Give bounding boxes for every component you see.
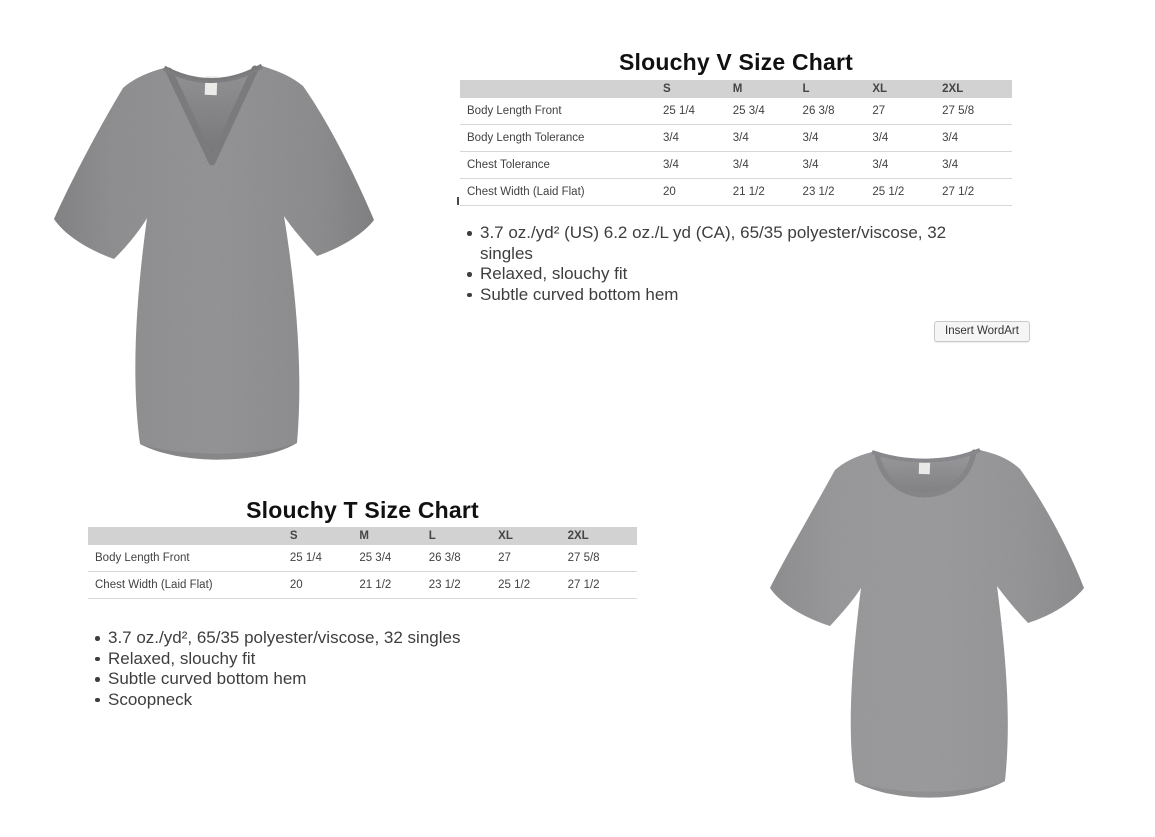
- bullet-item: Relaxed, slouchy fit: [462, 264, 986, 285]
- table-row: [460, 98, 1012, 125]
- row-label-cell: Chest Tolerance: [460, 152, 663, 179]
- table-header-cell: XL: [498, 527, 567, 545]
- table-header-cell: 2XL: [942, 80, 1012, 98]
- slouchy-scoop-tee-photo: [756, 424, 1094, 806]
- bullet-item: Subtle curved bottom hem: [90, 669, 570, 690]
- table-cell: 25 3/4: [733, 98, 803, 125]
- table-cell: 3/4: [663, 152, 733, 179]
- slouchy-v-tee-photo: [34, 46, 390, 470]
- bullet-item: Relaxed, slouchy fit: [90, 649, 570, 670]
- row-label-cell: Body Length Front: [88, 545, 290, 572]
- table-cell: 21 1/2: [733, 179, 803, 206]
- scoop-neck-tee-image: [756, 424, 1094, 806]
- table-header-row: [460, 80, 1012, 98]
- row-label-cell: Body Length Tolerance: [460, 125, 663, 152]
- table-cell: 25 1/4: [290, 545, 359, 572]
- table-head: [460, 80, 1012, 98]
- table-cell: 25 1/2: [498, 572, 567, 599]
- scoop-tee-heather-texture: [756, 424, 1094, 806]
- table-row: [460, 179, 1012, 206]
- v-tee-heather-texture: [34, 46, 390, 470]
- table-cell: 27 1/2: [942, 179, 1012, 206]
- table-cell: 3/4: [663, 125, 733, 152]
- bullet-item: Scoopneck: [90, 690, 570, 711]
- bullet-item: 3.7 oz./yd² (US) 6.2 oz./L yd (CA), 65/35 polyester/viscose, 32 singles: [462, 223, 986, 264]
- row-label-cell: Chest Width (Laid Flat): [460, 179, 663, 206]
- table-row: [460, 125, 1012, 152]
- table-header-cell: L: [429, 527, 498, 545]
- slouchy-v-chart-title: Slouchy V Size Chart: [618, 49, 854, 75]
- table-header-cell: S: [663, 80, 733, 98]
- table-corner-cell: [88, 527, 290, 545]
- table-cell: 23 1/2: [429, 572, 498, 599]
- table-cell: 27 5/8: [942, 98, 1012, 125]
- table-body: [460, 98, 1012, 206]
- table-cell: 27: [498, 545, 567, 572]
- table-cell: 3/4: [872, 125, 942, 152]
- table-cell: 3/4: [803, 125, 873, 152]
- table-cell: 25 1/4: [663, 98, 733, 125]
- table-header-cell: 2XL: [568, 527, 637, 545]
- table-cell: 20: [663, 179, 733, 206]
- table-header-cell: M: [733, 80, 803, 98]
- slouchy-t-chart-title: Slouchy T Size Chart: [246, 497, 479, 523]
- table-cell: 20: [290, 572, 359, 599]
- insert-wordart-button[interactable]: Insert WordArt: [934, 321, 1030, 342]
- table-header-row: [88, 527, 637, 545]
- bullet-item: Subtle curved bottom hem: [462, 285, 986, 306]
- bullet-item: 3.7 oz./yd², 65/35 polyester/viscose, 32 singles: [90, 628, 570, 649]
- table-cell: 3/4: [803, 152, 873, 179]
- table-row: [88, 545, 637, 572]
- table-cell: 25 3/4: [359, 545, 428, 572]
- row-label-cell: Body Length Front: [460, 98, 663, 125]
- table-row: [460, 152, 1012, 179]
- table-header-cell: M: [359, 527, 428, 545]
- table-header-cell: S: [290, 527, 359, 545]
- table-corner-cell: [460, 80, 663, 98]
- table-cell: 3/4: [733, 125, 803, 152]
- row-label-cell: Chest Width (Laid Flat): [88, 572, 290, 599]
- table-head: [88, 527, 637, 545]
- table-cell: 3/4: [733, 152, 803, 179]
- table-header-cell: L: [803, 80, 873, 98]
- v-neck-tee-image: [34, 46, 390, 470]
- table-cell: 27: [872, 98, 942, 125]
- slouchy-t-size-table: [88, 527, 637, 599]
- table-cell: 23 1/2: [803, 179, 873, 206]
- table-row: [88, 572, 637, 599]
- table-cell: 3/4: [942, 152, 1012, 179]
- text-cursor-artifact: [457, 197, 459, 205]
- slouchy-t-bullet-list: [90, 628, 570, 710]
- table-cell: 25 1/2: [872, 179, 942, 206]
- table-cell: 21 1/2: [359, 572, 428, 599]
- table-cell: 3/4: [942, 125, 1012, 152]
- table-cell: 3/4: [872, 152, 942, 179]
- table-cell: 27 5/8: [568, 545, 637, 572]
- table-cell: 27 1/2: [568, 572, 637, 599]
- slouchy-v-bullet-list: [462, 223, 986, 305]
- table-header-cell: XL: [872, 80, 942, 98]
- slouchy-v-size-table: [460, 80, 1012, 206]
- table-cell: 26 3/8: [803, 98, 873, 125]
- table-cell: 26 3/8: [429, 545, 498, 572]
- table-body: [88, 545, 637, 599]
